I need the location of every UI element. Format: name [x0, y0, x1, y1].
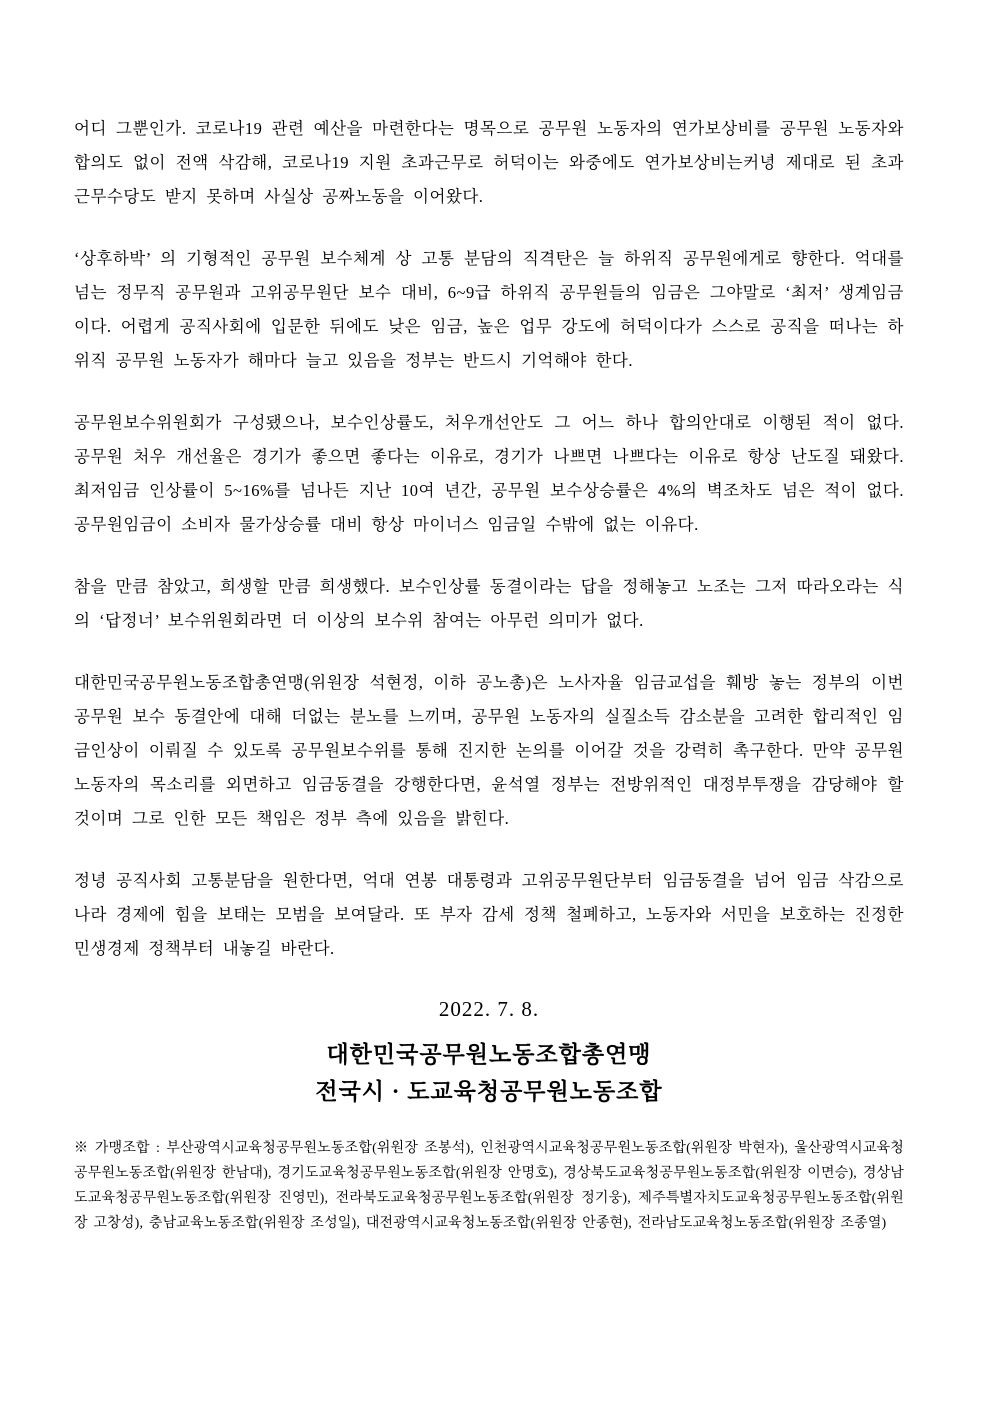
body-paragraph: 대한민국공무원노동조합총연맹(위원장 석현정, 이하 공노총)은 노사자율 임금교섭을 훼방 놓는 정부의 이번 공무원 보수 동결안에 대해 더없는 분노를 느끼며, 공무원 노동자의 실질소득 감소분을 고려한 합리적인 임금인상이 이뤄질 수 있도록 공무원보수위를 통해 진지한 논의를 이어갈 것을 강력히 촉구한다. 만약 공무원 노동자의 목소리를 외면하고 임금동결을 강행한다면, 윤석열 정부는 전방위적인 대정부투쟁을 감당해야 할 것이며 그로 인한 모든 책임은 정부 측에 있음을 밝힌다. [74, 673, 904, 828]
body-paragraph: ‘상후하박’ 의 기형적인 공무원 보수체계 상 고통 분담의 직격탄은 늘 하위직 공무원에게로 향한다. 억대를 넘는 정무직 공무원과 고위공무원단 보수 대비, 6~9급 하위직 공무원들의 임금은 그야말로 ‘최저’ 생계임금이다. 어렵게 공직사회에 입문한 뒤에도 낮은 임금, 높은 업무 강도에 허덕이다가 스스로 공직을 떠나는 하위직 공무원 노동자가 해마다 늘고 있음을 정부는 반드시 기억해야 한다. [74, 249, 904, 370]
body-paragraph: 정녕 공직사회 고통분담을 원한다면, 억대 연봉 대통령과 고위공무원단부터 임금동결을 넘어 임금 삭감으로 나라 경제에 힘을 보태는 모범을 보여달라. 또 부자 감세 정책 철폐하고, 노동자와 서민을 보호하는 진정한 민생경제 정책부터 내놓길 바란다. [74, 871, 904, 958]
affiliated-unions-footnote: ※ 가맹조합 : 부산광역시교육청공무원노동조합(위원장 조봉석), 인천광역시교육청공무원노동조합(위원장 박현자), 울산광역시교육청공무원노동조합(위원장 한남대), 경기도교육청공무원노동조합(위원장 안명호), 경상북도교육청공무원노동조합(위원장 이면승), 경상남도교육청공무원노동조합(위원장 진영민), 전라북도교육청공무원노동조합(위원장 정기웅), 제주특별자치도교육청공무원노동조합(위원장 고창성), 충남교육노동조합(위원장 조성일), 대전광역시교육청노동조합(위원장 안종현), 전라남도교육청노동조합(위원장 조종열) [74, 1141, 904, 1231]
body-paragraph: 공무원보수위원회가 구성됐으나, 보수인상률도, 처우개선안도 그 어느 하나 합의안대로 이행된 적이 없다. 공무원 처우 개선율은 경기가 좋으면 좋다는 이유로, 경기가 나쁘면 나쁘다는 이유로 항상 난도질 돼왔다. 최저임금 인상률이 5~16%를 넘나든 지난 10여 년간, 공무원 보수상승률은 4%의 벽조차도 넘은 적이 없다. 공무원임금이 소비자 물가상승률 대비 항상 마이너스 임금일 수밖에 없는 이유다. [74, 413, 904, 534]
document-content [74, 112, 904, 1236]
date-line: 2022. 7. 8. [438, 997, 540, 1021]
body-paragraph: 어디 그뿐인가. 코로나19 관련 예산을 마련한다는 명목으로 공무원 노동자의 연가보상비를 공무원 노동자와 합의도 없이 전액 삭감해, 코로나19 지원 초과근무로 허덕이는 와중에도 연가보상비는커녕 제대로 된 초과근무수당도 받지 못하며 사실상 공짜노동을 이어왔다. [74, 119, 904, 206]
signature-org-federation: 대한민국공무원노동조합총연맹 [326, 1042, 652, 1067]
signature-org-union: 전국시 · 도교육청공무원노동조합 [315, 1079, 663, 1104]
body-paragraph: 참을 만큼 참았고, 희생할 만큼 희생했다. 보수인상률 동결이라는 답을 정해놓고 노조는 그저 따라오라는 식의 ‘답정너’ 보수위원회라면 더 이상의 보수위 참여는 아무런 의미가 없다. [74, 577, 904, 630]
